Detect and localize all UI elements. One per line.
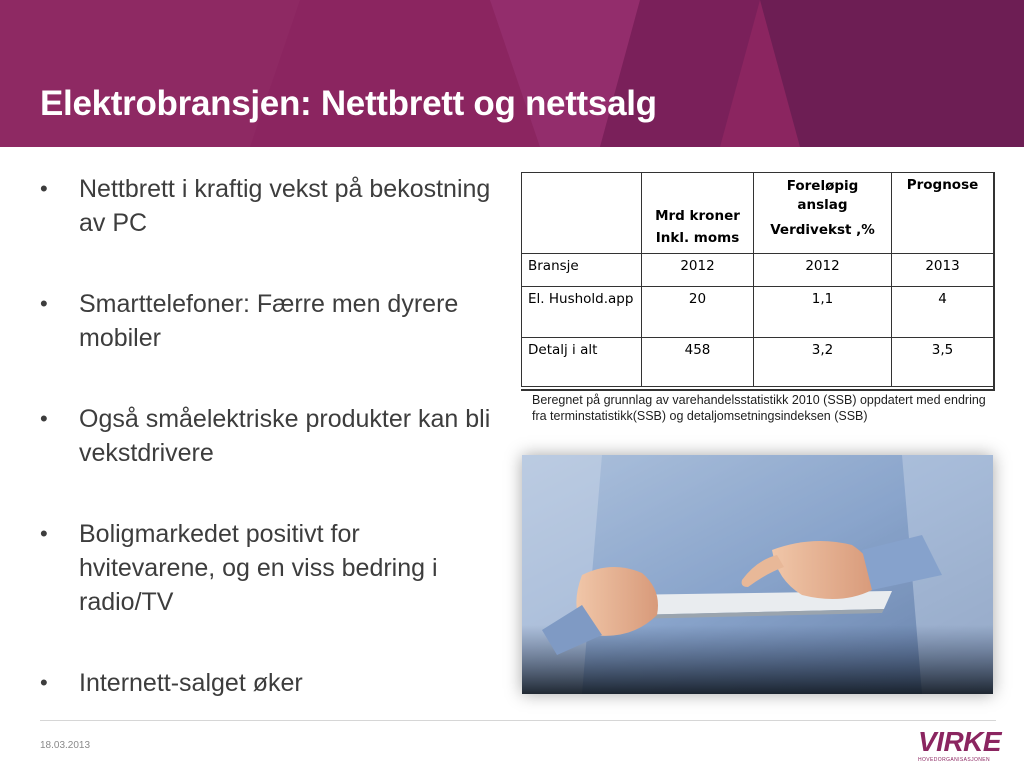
table-cell: 4	[892, 287, 994, 338]
table-cell: 3,5	[892, 338, 994, 387]
hands-holding-tablet-photo	[522, 455, 993, 694]
row-label: El. Hushold.app	[522, 287, 642, 338]
bullet-text: Internett-salget øker	[79, 669, 303, 697]
table-cell: 2013	[892, 254, 994, 287]
row-label: Detalj i alt	[522, 338, 642, 387]
slide-date: 18.03.2013	[40, 740, 91, 751]
logo-wordmark: VIRKE	[918, 726, 1002, 757]
sales-table-container	[521, 172, 995, 391]
table-cell: 2012	[754, 254, 892, 287]
bullet-text: Boligmarkedet positivt for hvitevarene, og en viss bedring i radio/TV	[79, 520, 438, 616]
virke-logo	[918, 726, 1002, 763]
table-cell: 1,1	[754, 287, 892, 338]
header-banner	[0, 0, 1024, 147]
row-label: Bransje	[522, 254, 642, 287]
sales-table	[521, 172, 994, 387]
table-row	[522, 287, 994, 338]
bullet-glyph: •	[40, 406, 48, 431]
header-cell-mrd-kroner	[642, 173, 754, 254]
list-item	[40, 402, 500, 470]
bullet-text: Nettbrett i kraftig vekst på bekostning av PC	[79, 175, 491, 237]
page-title: Elektrobransjen: Nettbrett og nettsalg	[40, 84, 657, 123]
bullet-list	[40, 172, 500, 700]
list-item	[40, 517, 500, 619]
table-row	[522, 338, 994, 387]
table-source-note: Beregnet på grunnlag av varehandelsstatistikk 2010 (SSB) oppdatert med endring fra terminstatistikk(SSB) og detaljomsetningsindeksen (SSB)	[532, 393, 986, 423]
bullet-glyph: •	[40, 291, 48, 316]
table-cell: 458	[642, 338, 754, 387]
header-label: Mrd kroner	[655, 208, 740, 224]
header-label: Inkl. moms	[655, 230, 740, 246]
tablet-photo-icon	[522, 455, 993, 694]
header-label: Foreløpig anslag	[786, 178, 859, 213]
table-row	[522, 254, 994, 287]
logo-tagline: HOVEDORGANISASJONEN	[918, 757, 991, 763]
list-item	[40, 666, 500, 700]
banner-pattern	[0, 0, 1024, 147]
list-item	[40, 172, 500, 240]
list-item	[40, 287, 500, 355]
table-header-row	[522, 173, 994, 254]
header-label: Verdivekst ,%	[770, 222, 875, 238]
table-cell: 2012	[642, 254, 754, 287]
table-cell: 3,2	[754, 338, 892, 387]
bullet-glyph: •	[40, 521, 48, 546]
bullet-text: Smarttelefoner: Færre men dyrere mobiler	[79, 290, 459, 352]
bullet-text: Også småelektriske produkter kan bli vekstdrivere	[79, 405, 491, 467]
header-cell-empty	[522, 173, 642, 254]
header-cell-forelopig	[754, 173, 892, 254]
table-cell: 20	[642, 287, 754, 338]
header-cell-prognose: Prognose	[892, 173, 994, 254]
footer-divider	[40, 720, 996, 721]
bullet-glyph: •	[40, 670, 48, 695]
bullet-glyph: •	[40, 176, 48, 201]
